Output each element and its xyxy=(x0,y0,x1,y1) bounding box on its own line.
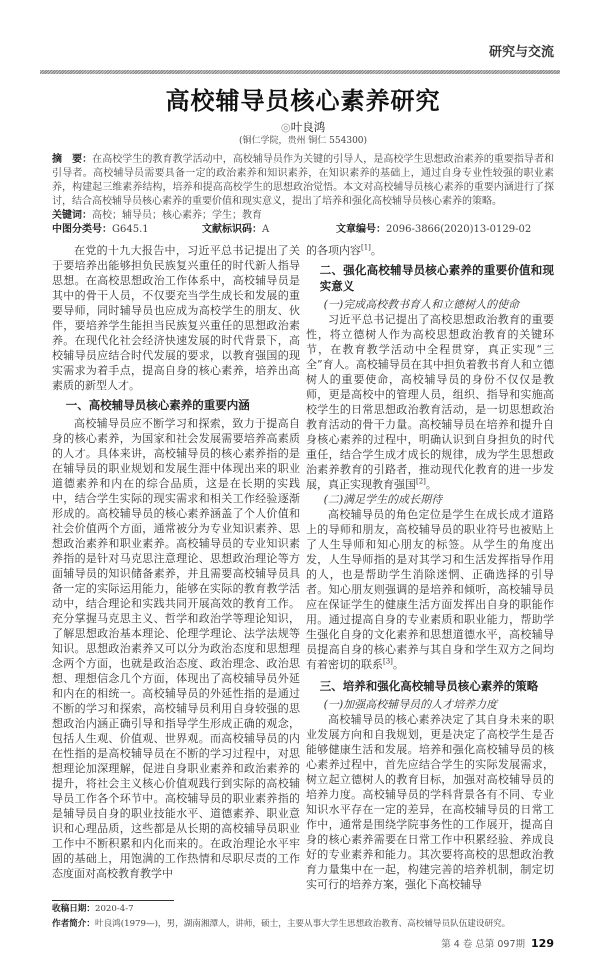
section-label: 研究与交流 xyxy=(488,45,554,60)
bio-value: 叶良鸿(1979—)，男，湖南湘潭人，讲师，硕士，主要从事大学生思想政治教育、高校辅导员队伍建设研究。 xyxy=(94,919,511,929)
left-column xyxy=(52,243,300,892)
section-1-paragraph: 高校辅导员应不断学习和探索，致力于提高自身的核心素养，为国家和社会发展需要培养高素质的人才。具体来讲，高校辅导员的核心素养指的是在辅导员的职业规划和发展生涯中体现出来的职业道德素养和内在的综合品质，这是在长期的实践中，结合学生实际的现实需求和相关工作经验逐渐形成的。高校辅导员的核心素养涵盖了个人价值和社会价值两个方面，通常被分为专业知识素养、思想政治素养和职业素养。高校辅导员的专业知识素养指的是针对马克思注意理论、思想政治理论等方面辅导员的知识储备素养，并且需要高校辅导员具备一定的实际运用能力，能够在实际的教育教学活动中，结合理论和实践共同开展高效的教育工作。充分掌握马克思主义、哲学和政治学等理论知识，了解思想政治基本理论、伦理学理论、法学法规等知识。思想政治素养又可以分为政治态度和思想理念两个方面，也就是政治态度、政治理念、政治思想、理想信念几个方面，体现出了高校辅导员外延和内在的相统一。高校辅导员的外延性指的是通过不断的学习和探索，高校辅导员利用自身较强的思想政治内涵正确引导和指导学生形成正确的观念，包括人生观、价值观、世界观。而高校辅导员的内在性指的是高校辅导员在不断的学习过程中，对思想理论加深理解，促进自身职业素养和政治素养的提升，将社会主义核心价值观践行到实际的高校辅导员工作各个环节中。高校辅导员的职业素养指的是辅导员自身的职业技能水平、道德素养、职业意识和心理品质，这些都是从长期的高校辅导员职业工作中不断积累和内化而来的。在政治理论水平牢固的基础上，用饱满的工作热情和尽职尽责的工作态度面对高校教育教学中 xyxy=(52,417,300,880)
abstract xyxy=(52,153,554,209)
continuation-text: 的各项内容 xyxy=(306,244,361,257)
reference-1: [1] xyxy=(361,243,371,252)
header-rule xyxy=(40,70,560,74)
received-value: 2020-4-7 xyxy=(94,904,134,914)
abstract-text: 在高校学生的教育教学活动中，高校辅导员作为关键的引导人，是高校学生思想政治素养的重要指导者和引导者。高校辅导员需要具备一定的政治素养和知识素养，在知识素养的基础上，通过自身专业性较强的职业素养，构建起三维素养结构，培养和提高高校学生的思想政治觉悟。本文对高校辅导员核心素养的重要内涵进行了探讨，结合高校辅导员核心素养的重要价值和现实意义，提出了培养和强化高校辅导员核心素养的策略。 xyxy=(52,154,555,207)
section-3-paragraph-1: 高校辅导员的核心素养决定了其自身未来的职业发展方向和自我规划，更是决定了高校学生是否能够健康生活和发展。培养和强化高校辅导员的核心素养过程中，首先应结合学生的实际发展需求，树立起立德树人的教育目标，加强对高校辅导员的培养力度。高校辅导员的学科背景各有不同、专业知识水平存在一定的差异，在高校辅导员的日常工作中，通常是围绕学院事务性的工作展开，提高自身的核心素养需要在日常工作中积累经验、养成良好的专业素养和能力。其次要将高校的思想政治教育力量集中在一起，构建完善的培养机制，制定切实可行的培养方案，强化下高校辅导 xyxy=(306,713,554,891)
section-2-subheading-1: (一)完成高校教书育人和立德树人的使命 xyxy=(323,298,520,311)
issue-info: 第 4 卷 总第 097期 xyxy=(441,939,526,950)
abstract-label: 摘 要： xyxy=(52,154,93,165)
intro-paragraph: 在党的十九大报告中，习近平总书记提出了关于要培养出能够担负民族复兴重任的时代新人指导思想。在高校思想政治工作体系中，高校辅导员是其中的骨干人员，不仅要充当学生成长和发展的重要导师，同时辅导员也应成为高校学生的朋友、伙伴，要培养学生能担当民族复兴重任的思想政治素养。在现代化社会经济快速发展的时代背景下，高校辅导员应结合时代发展的要求，以教育强国的现实需求为着手点，提高自身的核心素养，培养出高素质的新型人才。 xyxy=(52,244,300,392)
bio-label: 作者简介： xyxy=(52,919,95,929)
right-column xyxy=(306,243,554,892)
received-date xyxy=(52,903,554,916)
doc-code-label: 文献标识码： xyxy=(202,224,262,235)
section-3-heading: 三、培养和强化高校辅导员核心素养的策略 xyxy=(319,679,539,693)
article-title: 高校辅导员核心素养研究 xyxy=(165,86,441,115)
reference-2: [2] xyxy=(416,477,426,486)
author-bio xyxy=(52,918,554,931)
section-2-paragraph-2: 高校辅导员的角色定位是学生在成长成才道路上的导师和朋友，高校辅导员的职业符号也被贴上了人生导师和知心朋友的标签。从学生的角度出发，人生导师指的是对其学习和生活发挥指导作用的人，也是帮助学生消除迷惘、正确选择的引导者。知心朋友则强调的是培养和倾听，高校辅导员应在保证学生的健康生活方面发挥出自身的职能作用。通过提高自身的专业素质和职业能力，帮助学生强化自身的文化素养和思想道德水平，高校辅导员提高自身的核心素养与其自身和学生双方之间均有着密切的联系[3]。 xyxy=(306,508,554,671)
section-3-subheading-1: (一)加强高校辅导员的人才培养力度 xyxy=(323,698,498,711)
article-no-label: 文章编号： xyxy=(336,224,386,235)
doc-code-value: A xyxy=(262,224,270,235)
clc-value: G645.1 xyxy=(112,224,149,235)
body-columns xyxy=(52,243,554,892)
author-name: 叶良鸿 xyxy=(290,120,326,134)
footnote-rule xyxy=(52,900,174,901)
paragraph-text: 高校辅导员的角色定位是学生在成长成才道路上的导师和朋友，高校辅导员的职业符号也被贴上了人生导师和知心朋友的标签。从学生的角度出发，人生导师指的是对其学习和生活发挥指导作用的人，也是帮助学生消除迷惘、正确选择的引导者。知心朋友则强调的是培养和倾听，高校辅导员应在保证学生的健康生活方面发挥出自身的职能作用。通过提高自身的专业素质和职业能力，帮助学生强化自身的文化素养和思想道德水平，高校辅导员提高自身的核心素养与其自身和学生双方之间均有着密切的联系 xyxy=(306,508,554,671)
received-label: 收稿日期： xyxy=(52,904,95,914)
section-2-heading: 二、强化高校辅导员核心素养的重要价值和现实意义 xyxy=(319,263,554,293)
keywords xyxy=(52,209,554,223)
section-2-paragraph-1: 习近平总书记提出了高校思想政治教育的重要性，将立德树人作为高校思想政治教育的关键环节，在教育教学活动中全程贯穿，真正实现“三全”育人。高校辅导员在其中担负着教书育人和立德树人的重要使命，高校辅导员的身份不仅仅是教师，更是高校中的管理人员，组织、指导和实施高校学生的日常思想政治教育活动，是一切思想政治教育活动的骨干力量。高校辅导员在培养和提升自身核心素养的过程中，明确认识到自身担负的时代重任，结合学生成才成长的规律，成为学生思想政治素养教育的引路者，推动现代化教育的进一步发展，真正实现教育强国[2]。 xyxy=(306,313,554,491)
page-footer xyxy=(52,937,554,952)
continuation-end: 。 xyxy=(370,244,382,257)
author-line xyxy=(52,120,554,135)
section-1-continuation xyxy=(306,243,554,258)
keywords-text: 高校；辅导员；核心素养；学生；教育 xyxy=(92,210,262,221)
article-meta xyxy=(52,223,554,237)
clc-label: 中图分类号： xyxy=(52,224,112,235)
author-mark-icon: ◎ xyxy=(280,120,291,134)
keywords-label: 关键词： xyxy=(52,210,92,221)
section-2-subheading-2: (二)满足学生的成长期待 xyxy=(323,493,443,506)
section-1-heading: 一、高校辅导员核心素养的重要内涵 xyxy=(65,398,250,412)
paragraph-text: 习近平总书记提出了高校思想政治教育的重要性，将立德树人作为高校思想政治教育的关键环节，在教育教学活动中全程贯穿，真正实现“三全”育人。高校辅导员在其中担负着教书育人和立德树人的重要使命，高校辅导员的身份不仅仅是教师，更是高校中的管理人员，组织、指导和实施高校学生的日常思想政治教育活动，是一切思想政治教育活动的骨干力量。高校辅导员在培养和提升自身核心素养的过程中，明确认识到自身担负的时代重任，结合学生成才成长的规律，成为学生思想政治素养教育的引路者，推动现代化教育的进一步发展，真正实现教育强国 xyxy=(306,313,554,491)
reference-3: [3] xyxy=(383,657,393,666)
page-number: 129 xyxy=(531,937,554,950)
affiliation: (铜仁学院，贵州 铜仁 554300) xyxy=(238,136,368,146)
article-no-value: 2096-3866(2020)13-0129-02 xyxy=(386,224,532,235)
